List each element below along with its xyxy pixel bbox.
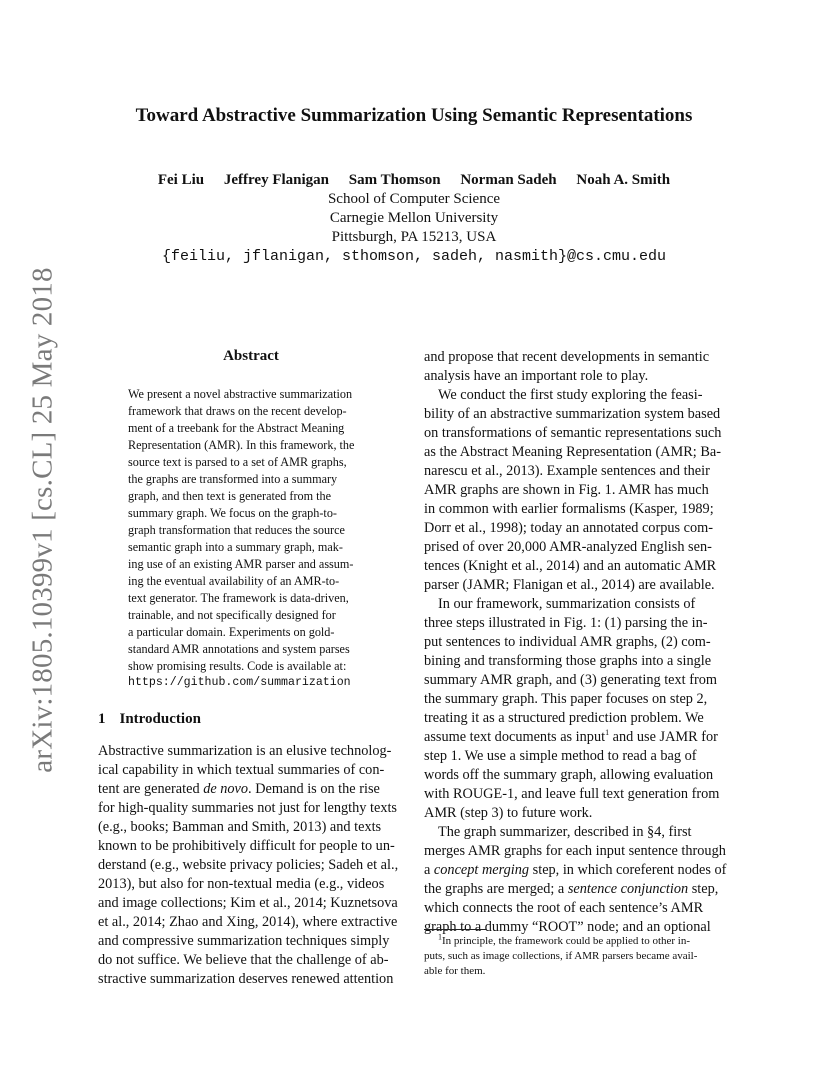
footnote-line: puts, such as image collections, if AMR parsers became avail- (424, 950, 698, 962)
section-number: 1 (98, 711, 106, 727)
author-emails: {feiliu, jflanigan, sthomson, sadeh, nasmith}@cs.cmu.edu (161, 248, 667, 265)
body-line: put sentences to individual AMR graphs, (2) com- (424, 634, 711, 650)
body-line: step 1. We use a simple method to read a bag of (424, 748, 697, 764)
author-list (0, 172, 828, 189)
footnote-line: $^1$In principle, the framework could be applied to other in- (438, 932, 691, 947)
code-url-link[interactable]: https://github.com/summarization (128, 676, 351, 689)
body-line: words off the summary graph, allowing evaluation (424, 767, 714, 783)
author-name: Noah A. Smith (576, 172, 671, 188)
body-line: treating it as a structured prediction problem. We (424, 710, 704, 726)
body-line: the graphs are merged; a sentence conjunction step, (424, 881, 719, 897)
abstract-line: semantic graph into a summary graph, mak- (128, 540, 343, 554)
body-line: known to be prohibitively difficult for people to un- (98, 838, 395, 854)
arxiv-identifier: arXiv:1805.10399v1 [cs.CL] 25 May 2018 (26, 267, 59, 773)
body-line: AMR (step 3) to future work. (424, 805, 593, 821)
body-line: which connects the root of each sentence’s AMR (424, 900, 704, 916)
body-line: tent are generated de novo. Demand is on the rise (98, 781, 380, 797)
emphasis: concept merging (433, 862, 530, 878)
body-line: stractive summarization deserves renewed attention (98, 971, 394, 987)
body-line: three steps illustrated in Fig. 1: (1) parsing the in- (424, 615, 708, 631)
abstract-line: ment of a treebank for the Abstract Meaning (128, 421, 345, 435)
body-line: and compressive summarization techniques simply (98, 933, 390, 949)
body-line: Abstractive summarization is an elusive technolog- (98, 743, 392, 759)
abstract-line: summary graph. We focus on the graph-to- (128, 506, 337, 520)
author-name: Fei Liu (157, 172, 205, 188)
abstract-line: graph transformation that reduces the source (128, 523, 345, 537)
abstract-line: graph, and then text is generated from the (128, 489, 332, 503)
body-line: narescu et al., 2013). Example sentences and their (424, 463, 710, 479)
abstract-line: source text is parsed to a set of AMR graphs, (128, 455, 347, 469)
body-line: as the Abstract Meaning Representation (AMR; Ba- (424, 444, 721, 460)
affiliation-address: Pittsburgh, PA 15213, USA (331, 229, 497, 245)
abstract-line: framework that draws on the recent develop- (128, 404, 347, 418)
body-line: prised of over 20,000 AMR-analyzed English sen- (424, 539, 712, 555)
abstract-line: text generator. The framework is data-driven, (128, 591, 349, 605)
body-line: 2013), but also for non-textual media (e.g., videos (98, 876, 385, 892)
abstract-line: ing use of an existing AMR parser and assum- (128, 557, 354, 571)
body-line: We conduct the first study exploring the feasi- (438, 387, 703, 403)
body-line: graph to a dummy “ROOT” node; and an optional (424, 919, 711, 935)
body-line: ical capability in which textual summaries of con- (98, 762, 385, 778)
body-line: and propose that recent developments in semantic (424, 349, 710, 365)
body-line: in common with earlier formalisms (Kasper, 1989; (424, 501, 714, 517)
body-line: In our framework, summarization consists of (438, 596, 696, 612)
body-line: bining and transforming those graphs into a single (424, 653, 712, 669)
body-line: do not suffice. We believe that the challenge of ab- (98, 952, 389, 968)
body-line: parser (JAMR; Flanigan et al., 2014) are available. (424, 577, 715, 593)
body-line: a concept merging step, in which coreferent nodes of (424, 862, 727, 878)
author-name: Norman Sadeh (460, 172, 557, 188)
body-line: on transformations of semantic representations such (424, 425, 722, 441)
body-line: and image collections; Kim et al., 2014; Kuznetsova (98, 895, 398, 911)
body-line: Dorr et al., 1998); today an annotated corpus com- (424, 520, 714, 536)
affiliation-school: School of Computer Science (327, 191, 501, 207)
abstract-line: the graphs are transformed into a summary (128, 472, 338, 486)
abstract-line: Representation (AMR). In this framework, the (128, 438, 355, 452)
arxiv-sidebar-stamp (23, 267, 63, 773)
body-line: The graph summarizer, described in §4, first (438, 824, 692, 840)
abstract-line: trainable, and not specifically designed for (128, 608, 336, 622)
emphasis: sentence conjunction (567, 881, 689, 897)
body-line: tences (Knight et al., 2014) and an automatic AMR (424, 558, 717, 574)
body-line: the summary graph. This paper focuses on step 2, (424, 691, 708, 707)
body-line: summary AMR graph, and (3) generating text from (424, 672, 718, 688)
section-heading-introduction (98, 711, 201, 728)
body-line: with ROUGE-1, and leave full text generation from (424, 786, 720, 802)
abstract-line: ing the eventual availability of an AMR-to- (128, 574, 340, 588)
body-line: assume text documents as input$^1$ and use JAMR for (424, 728, 718, 745)
abstract-line: We present a novel abstractive summarization (128, 387, 353, 401)
abstract-line: show promising results. Code is available at: (128, 659, 347, 673)
affiliation-university: Carnegie Mellon University (329, 210, 499, 226)
author-name: Sam Thomson (348, 172, 441, 188)
body-line: bility of an abstractive summarization system based (424, 406, 721, 422)
body-line: et al., 2014; Zhao and Xing, 2014), where extractive (98, 914, 398, 930)
emphasis: de novo (203, 781, 249, 797)
section-title: Introduction (119, 711, 201, 727)
footnote-line: able for them. (424, 965, 486, 977)
footnote-marker[interactable]: 1 (605, 728, 610, 738)
abstract-line: standard AMR annotations and system parses (128, 642, 350, 656)
body-line: AMR graphs are shown in Fig. 1. AMR has much (424, 482, 709, 498)
body-line: for high-quality summaries not just for lengthy texts (98, 800, 397, 816)
abstract-heading: Abstract (223, 348, 279, 364)
footnote-number: 1 (438, 932, 442, 942)
author-name: Jeffrey Flanigan (223, 172, 329, 188)
body-line: derstand (e.g., website privacy policies; Sadeh et al., (98, 857, 399, 873)
body-line: analysis have an important role to play. (424, 368, 649, 384)
body-line: merges AMR graphs for each input sentence through (424, 843, 726, 859)
abstract-line: a particular domain. Experiments on gold- (128, 625, 335, 639)
footnote-divider (424, 929, 486, 930)
paper-title: Toward Abstractive Summarization Using Semantic Representations (135, 105, 693, 126)
body-line: (e.g., books; Bamman and Smith, 2013) and texts (98, 819, 382, 835)
